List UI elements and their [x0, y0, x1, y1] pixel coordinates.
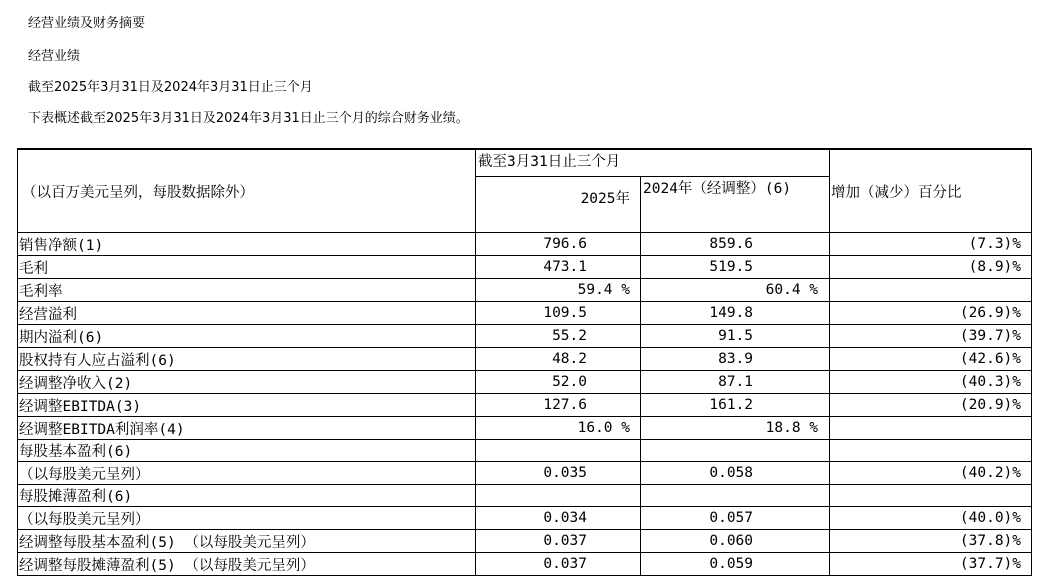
- value-2024: 0.059: [641, 553, 830, 576]
- change-header: 增加（减少）百分比: [831, 184, 962, 201]
- col-2025-header: 2025年: [476, 177, 641, 233]
- value-2025: 0.034: [476, 507, 641, 530]
- change-percent: (40.2)%: [830, 462, 1032, 485]
- row-label: 毛利: [18, 256, 476, 279]
- change-percent: (37.8)%: [830, 530, 1032, 553]
- row-label: 经调整EBITDA(3): [18, 394, 476, 417]
- table-row: [18, 507, 1032, 530]
- table-row: [18, 233, 1032, 256]
- table-row: [18, 348, 1032, 371]
- row-label: 毛利率: [18, 279, 476, 302]
- change-percent: [830, 485, 1032, 507]
- change-header-cell: [830, 149, 1032, 233]
- value-2025: 0.037: [476, 553, 641, 576]
- table-row: [18, 462, 1032, 485]
- change-percent: (40.3)%: [830, 371, 1032, 394]
- value-2024: 161.2: [641, 394, 830, 417]
- table-row: [18, 394, 1032, 417]
- row-label: 经营溢利: [18, 302, 476, 325]
- value-2025: 473.1: [476, 256, 641, 279]
- value-2024: 60.4 %: [641, 279, 830, 302]
- table-row: [18, 256, 1032, 279]
- value-2025: 127.6: [476, 394, 641, 417]
- change-percent: (40.0)%: [830, 507, 1032, 530]
- value-2024: [641, 440, 830, 462]
- change-percent: (26.9)%: [830, 302, 1032, 325]
- table-row: [18, 440, 1032, 462]
- value-2024: 91.5: [641, 325, 830, 348]
- value-2025: 16.0 %: [476, 417, 641, 440]
- value-2025: 48.2: [476, 348, 641, 371]
- change-percent: [830, 279, 1032, 302]
- value-2025: [476, 440, 641, 462]
- table-row: [18, 371, 1032, 394]
- table-header-row-1: [18, 149, 1032, 177]
- row-label: 经调整EBITDA利润率(4): [18, 417, 476, 440]
- value-2025: 0.035: [476, 462, 641, 485]
- period-header-cell: [476, 149, 830, 177]
- row-label: 经调整净收入(2): [18, 371, 476, 394]
- value-2024: 83.9: [641, 348, 830, 371]
- value-2025: 796.6: [476, 233, 641, 256]
- unit-note-cell: [18, 149, 476, 233]
- period-header: 截至3月31日止三个月: [478, 154, 621, 170]
- value-2025: 0.037: [476, 530, 641, 553]
- row-label: 股权持有人应占溢利(6): [18, 348, 476, 371]
- change-percent: [830, 440, 1032, 462]
- table-row: [18, 530, 1032, 553]
- financial-results-table: [17, 148, 1032, 576]
- table-row: [18, 417, 1032, 440]
- value-2024: [641, 485, 830, 507]
- document-heading: 经营业绩及财务摘要: [28, 16, 146, 31]
- intro-paragraph: 下表概述截至2025年3月31日及2024年3月31日止三个月的综合财务业绩。: [28, 111, 469, 126]
- value-2024: 859.6: [641, 233, 830, 256]
- change-percent: [830, 417, 1032, 440]
- row-label: 销售净额(1): [18, 233, 476, 256]
- table-row: [18, 279, 1032, 302]
- row-label: 期内溢利(6): [18, 325, 476, 348]
- row-label: 每股摊薄盈利(6): [18, 485, 476, 507]
- change-percent: (42.6)%: [830, 348, 1032, 371]
- change-percent: (37.7)%: [830, 553, 1032, 576]
- value-2025: 55.2: [476, 325, 641, 348]
- row-label: 经调整每股摊薄盈利(5) （以每股美元呈列）: [18, 553, 476, 576]
- row-label: （以每股美元呈列）: [18, 462, 476, 485]
- value-2024: 18.8 %: [641, 417, 830, 440]
- section-subheading: 经营业绩: [28, 49, 81, 64]
- row-label: 每股基本盈利(6): [18, 440, 476, 462]
- change-percent: (39.7)%: [830, 325, 1032, 348]
- value-2025: [476, 485, 641, 507]
- change-percent: (8.9)%: [830, 256, 1032, 279]
- value-2024: 0.058: [641, 462, 830, 485]
- change-percent: (20.9)%: [830, 394, 1032, 417]
- col-2024-header: 2024年（经调整）(6): [641, 177, 830, 233]
- table-row: [18, 325, 1032, 348]
- value-2024: 0.057: [641, 507, 830, 530]
- table-row: [18, 302, 1032, 325]
- value-2024: 149.8: [641, 302, 830, 325]
- value-2025: 109.5: [476, 302, 641, 325]
- table-row: [18, 553, 1032, 576]
- row-label: 经调整每股基本盈利(5) （以每股美元呈列）: [18, 530, 476, 553]
- table-row: [18, 485, 1032, 507]
- value-2024: 87.1: [641, 371, 830, 394]
- row-label: （以每股美元呈列）: [18, 507, 476, 530]
- table-body: [18, 233, 1032, 576]
- change-percent: (7.3)%: [830, 233, 1032, 256]
- unit-note: （以百万美元呈列，每股数据除外）: [22, 184, 254, 201]
- value-2025: 52.0: [476, 371, 641, 394]
- period-line: 截至2025年3月31日及2024年3月31日止三个月: [28, 80, 313, 95]
- value-2025: 59.4 %: [476, 279, 641, 302]
- value-2024: 0.060: [641, 530, 830, 553]
- value-2024: 519.5: [641, 256, 830, 279]
